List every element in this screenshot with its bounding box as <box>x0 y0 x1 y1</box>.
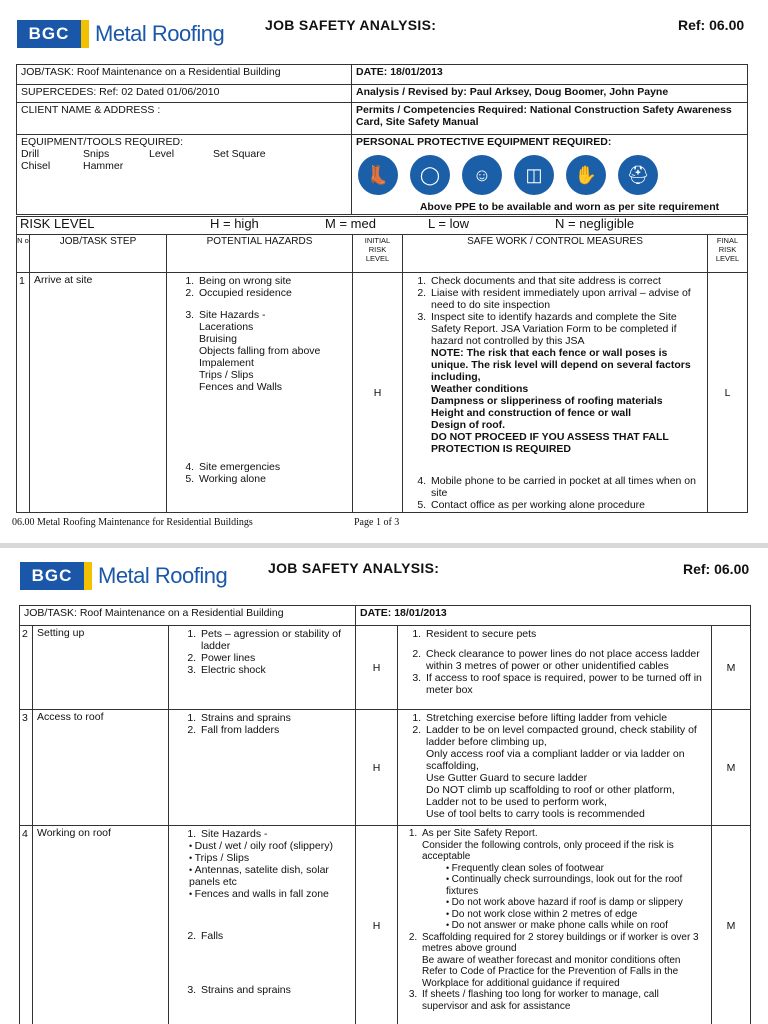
row-step: Arrive at site <box>30 273 167 513</box>
risk-high: H = high <box>210 216 259 231</box>
equipment-item: Set Square <box>213 148 266 160</box>
row-measures <box>398 826 712 1024</box>
table-row <box>20 710 751 826</box>
measure-item: 3. If sheets / flashing too long for worker to manage, call supervisor and ask for assistance <box>420 989 707 1012</box>
equipment-item: Drill <box>21 148 40 160</box>
hazard-item: 1. Site Hazards - <box>199 828 351 840</box>
hi-vis-vest-icon: ◫ <box>514 155 554 195</box>
date-cell: DATE: 18/01/2013 <box>356 606 751 626</box>
client-cell: CLIENT NAME & ADDRESS : <box>17 103 352 135</box>
table-row <box>20 626 751 710</box>
row-number: 1 <box>17 273 30 513</box>
ppe-title: PERSONAL PROTECTIVE EQUIPMENT REQUIRED: <box>356 136 612 148</box>
hazard-item: 2. Fall from ladders <box>199 724 351 736</box>
document-ref: Ref: 06.00 <box>678 17 745 33</box>
hazard-item: 4. Site emergencies <box>197 461 348 473</box>
company-logo: BGC Metal Roofing <box>17 20 224 48</box>
row-hazards <box>169 826 356 1024</box>
hazard-item: 2. Falls <box>199 930 351 942</box>
initial-risk: H <box>353 273 403 513</box>
hazard-subitem: • Dust / wet / oily roof (slippery) <box>189 840 351 852</box>
brand-name: Metal Roofing <box>98 563 228 588</box>
hazard-item: 2. Power lines <box>199 652 351 664</box>
hazard-item: 5. Working alone <box>197 473 348 485</box>
initial-risk: H <box>356 710 398 826</box>
equipment-item: Chisel <box>21 160 51 172</box>
hazard-subitem: • Antennas, satelite dish, solar panels etc <box>189 864 351 888</box>
measure-item: 2. Liaise with resident immediately upon arrival – advise of need to do site inspection <box>429 287 703 311</box>
row-hazards <box>167 273 353 513</box>
hazard-item: 3. Strains and sprains <box>199 984 351 996</box>
col-header-step: JOB/TASK STEP <box>30 235 167 273</box>
gloves-icon: ✋ <box>566 155 606 195</box>
permits-cell: Permits / Competencies Required: National Construction Safety Awareness Card, Site Safety Manual <box>352 103 748 135</box>
table-row <box>20 826 751 1024</box>
row-measures <box>398 626 712 710</box>
row-step: Setting up <box>33 626 169 710</box>
measure-item: 4. Mobile phone to be carried in pocket at all times when on site <box>429 475 703 499</box>
row-hazards <box>169 710 356 826</box>
risk-med: M = med <box>325 216 376 231</box>
equipment-title: EQUIPMENT/TOOLS REQUIRED: <box>21 136 183 148</box>
col-header-initial: INITIAL RISK LEVEL <box>353 235 403 273</box>
final-risk: M <box>712 626 751 710</box>
equipment-item: Hammer <box>83 160 124 172</box>
header-info-table <box>16 64 748 215</box>
measure-item: 2. Ladder to be on level compacted ground, check stability of ladder before climbing up, Only access roof via a compliant ladder or via ladder on scaffolding, Use Gutter Guard to secure ladder Do NOT climb up scaffolding to roof or other platform, Ladder not to be used to perform work, Use of tool belts to carry tools is recommended <box>424 724 707 820</box>
risk-table <box>16 216 748 513</box>
measure-item: 1. Check documents and that site address is correct <box>429 275 703 287</box>
equipment-item: Level <box>149 148 175 160</box>
final-risk: M <box>712 826 751 1024</box>
row-number: 4 <box>20 826 33 1024</box>
risk-low: L = low <box>428 216 470 231</box>
measure-item: 1. Resident to secure pets <box>424 628 707 640</box>
hazard-item: 1. Strains and sprains <box>199 712 351 724</box>
document-ref: Ref: 06.00 <box>683 561 750 577</box>
table-row <box>17 273 748 513</box>
hazard-item: 1. Being on wrong site <box>197 275 348 287</box>
goggles-icon: ◯ <box>410 155 450 195</box>
row-measures <box>398 710 712 826</box>
job-task-cell: JOB/TASK: Roof Maintenance on a Residential Building <box>20 606 356 626</box>
measure-item: 2. Check clearance to power lines do not place access ladder within 3 metres of power or other unidentified cables <box>424 648 707 672</box>
brand-name: Metal Roofing <box>95 21 225 46</box>
row-step: Working on roof <box>33 826 169 1024</box>
final-risk: M <box>712 710 751 826</box>
measure-item: 5. Contact office as per working alone procedure <box>429 499 703 511</box>
hazard-item: 3. Site Hazards - Lacerations Bruising Objects falling from above Impalement Trips / Slips Fences and Walls <box>197 309 348 393</box>
boots-icon: 👢 <box>358 155 398 195</box>
measure-item: 2. Scaffolding required for 2 storey buildings or if worker is over 3 metres above ground Be aware of weather forecast and monitor conditions often Refer to Code of Practice for the Prevention of Falls in the Workplace for additional guidance if required <box>420 932 707 990</box>
supercedes-cell: SUPERCEDES: Ref: 02 Dated 01/06/2010 <box>17 85 352 103</box>
col-header-measures: SAFE WORK / CONTROL MEASURES <box>403 235 708 273</box>
final-risk: L <box>708 273 748 513</box>
row-step: Access to roof <box>33 710 169 826</box>
footer-doc-name: 06.00 Metal Roofing Maintenance for Residential Buildings <box>12 517 253 528</box>
hard-hat-icon: ⛑ <box>618 155 658 195</box>
job-task-cell: JOB/TASK: Roof Maintenance on a Residential Building <box>17 65 352 85</box>
row-number: 2 <box>20 626 33 710</box>
footer-page-number: Page 1 of 3 <box>354 517 400 528</box>
row-hazards <box>169 626 356 710</box>
risk-table-continued <box>19 605 751 1024</box>
company-logo: BGC Metal Roofing <box>20 562 227 590</box>
hazard-subitem: • Trips / Slips <box>189 852 351 864</box>
hazard-item: 2. Occupied residence <box>197 287 348 299</box>
equipment-item: Snips <box>83 148 110 160</box>
col-header-no: N o <box>17 235 30 273</box>
measure-item: 1. Stretching exercise before lifting ladder from vehicle <box>424 712 707 724</box>
hazard-subitem: • Fences and walls in fall zone <box>189 888 351 900</box>
hazard-item: 3. Electric shock <box>199 664 351 676</box>
ppe-note: Above PPE to be available and worn as per site requirement <box>419 201 720 213</box>
risk-level-label: RISK LEVEL <box>20 216 95 231</box>
initial-risk: H <box>356 826 398 1024</box>
date-cell: DATE: 18/01/2013 <box>352 65 748 85</box>
document-title: JOB SAFETY ANALYSIS: <box>268 560 440 576</box>
hazard-item: 1. Pets – agression or stability of ladder <box>199 628 351 652</box>
col-header-hazards: POTENTIAL HAZARDS <box>167 235 353 273</box>
equipment-cell <box>17 135 352 215</box>
col-header-final: FINAL RISK LEVEL <box>708 235 748 273</box>
risk-negligible: N = negligible <box>555 216 635 231</box>
row-number: 3 <box>20 710 33 826</box>
ppe-cell <box>352 135 748 215</box>
measure-item: 1. As per Site Safety Report. Consider the following controls, only proceed if the risk is acceptable • Frequently clean soles of footwear • Continually check surroundings, look out for the roof fixtures • Do not work above hazard if roof is damp or slippery • Do not work close within 2 metres of edge • Do not answer or make phone calls while on roof <box>420 828 707 932</box>
document-title: JOB SAFETY ANALYSIS: <box>265 17 437 33</box>
analysis-cell: Analysis / Revised by: Paul Arksey, Doug Boomer, John Payne <box>352 85 748 103</box>
page-2 <box>0 548 768 1024</box>
measure-item: 3. Inspect site to identify hazards and complete the Site Safety Report. JSA Variation Form to be completed if hazard not controlled by this JSA NOTE: The risk that each fence or wall poses is unique. The risk level will depend on several factors including, Weather conditions Dampness or slipperiness of roofing materials Height and construction of fence or wall Design of roof. DO NOT PROCEED IF YOU ASSESS THAT FALL PROTECTION IS REQUIRED <box>429 311 703 455</box>
initial-risk: H <box>356 626 398 710</box>
risk-level-legend <box>17 217 748 235</box>
row-measures <box>403 273 708 513</box>
measure-item: 3. If access to roof space is required, power to be turned off in meter box <box>424 672 707 696</box>
ear-protection-icon: ☺ <box>462 155 502 195</box>
